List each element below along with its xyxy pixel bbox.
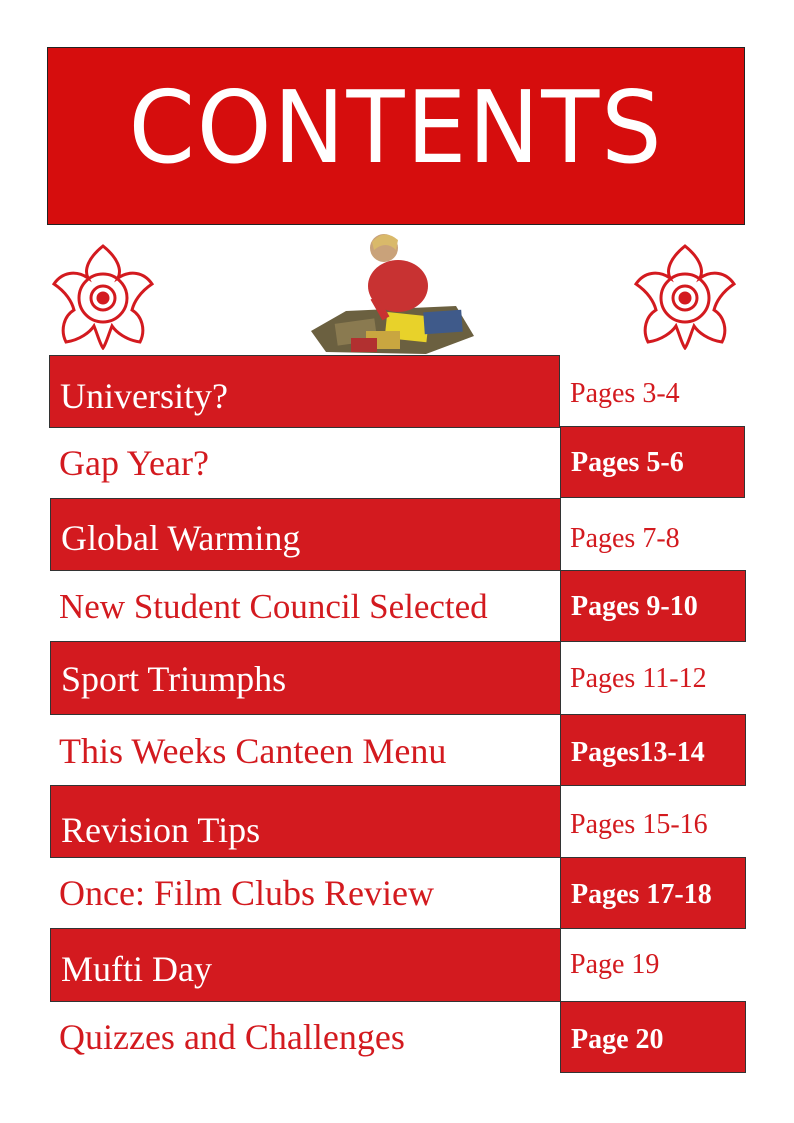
contents-entry-pages: Pages13-14 [571,737,705,768]
contents-entry-title-box[interactable] [49,355,560,428]
contents-entry-pages: Pages 7-8 [570,523,680,554]
contents-entry-pages: Pages 5-6 [571,447,684,478]
contents-entry-title-box[interactable] [49,858,560,928]
contents-entry-pages-box[interactable] [560,714,746,786]
contents-entry-pages-box[interactable] [560,370,748,420]
contents-entry-pages-box[interactable] [560,800,748,852]
contents-entry-pages: Page 19 [570,949,660,980]
contents-entry-pages-box[interactable] [560,658,748,708]
contents-entry-title: Gap Year? [59,443,209,483]
contents-entry-title: Global Warming [61,518,301,558]
contents-entry-pages: Pages 3-4 [570,378,680,409]
contents-entry-title-box[interactable] [50,498,561,571]
contents-entry-pages-box[interactable] [560,514,748,566]
contents-entry-title: New Student Council Selected [59,587,488,626]
contents-entry-pages: Pages 9-10 [571,591,698,622]
student-with-books-photo [306,226,476,356]
contents-entry-title: Sport Triumphs [61,659,287,699]
contents-entry-title-box[interactable] [50,928,561,1002]
tudor-rose-left-icon [48,240,158,350]
contents-entry-title: This Weeks Canteen Menu [59,731,447,771]
contents-entry-pages-box[interactable] [560,1001,746,1073]
contents-entry-title: University? [60,376,228,416]
contents-entry-pages: Page 20 [571,1024,664,1055]
contents-entry-title: Mufti Day [61,949,212,989]
contents-entry-pages: Pages 17-18 [571,879,712,910]
contents-entry-pages-box[interactable] [560,570,746,642]
page-title: CONTENTS [128,69,664,186]
contents-entry-title-box[interactable] [50,641,561,715]
contents-entry-pages-box[interactable] [560,857,746,929]
contents-entry-title-box[interactable] [49,428,560,498]
contents-banner [47,47,745,225]
tudor-rose-right-icon [630,240,740,350]
contents-entry-title: Revision Tips [61,810,261,850]
contents-entry-title: Quizzes and Challenges [59,1017,405,1057]
contents-entry-title-box[interactable] [49,571,560,641]
contents-entry-title-box[interactable] [50,785,561,858]
contents-entry-pages-box[interactable] [560,944,748,994]
contents-entry-pages: Pages 15-16 [570,809,708,840]
contents-entry-pages-box[interactable] [560,426,745,498]
contents-entry-title-box[interactable] [49,715,560,785]
contents-entry-title: Once: Film Clubs Review [59,873,434,913]
contents-entry-title-box[interactable] [49,1002,560,1072]
contents-entry-pages: Pages 11-12 [570,663,707,694]
